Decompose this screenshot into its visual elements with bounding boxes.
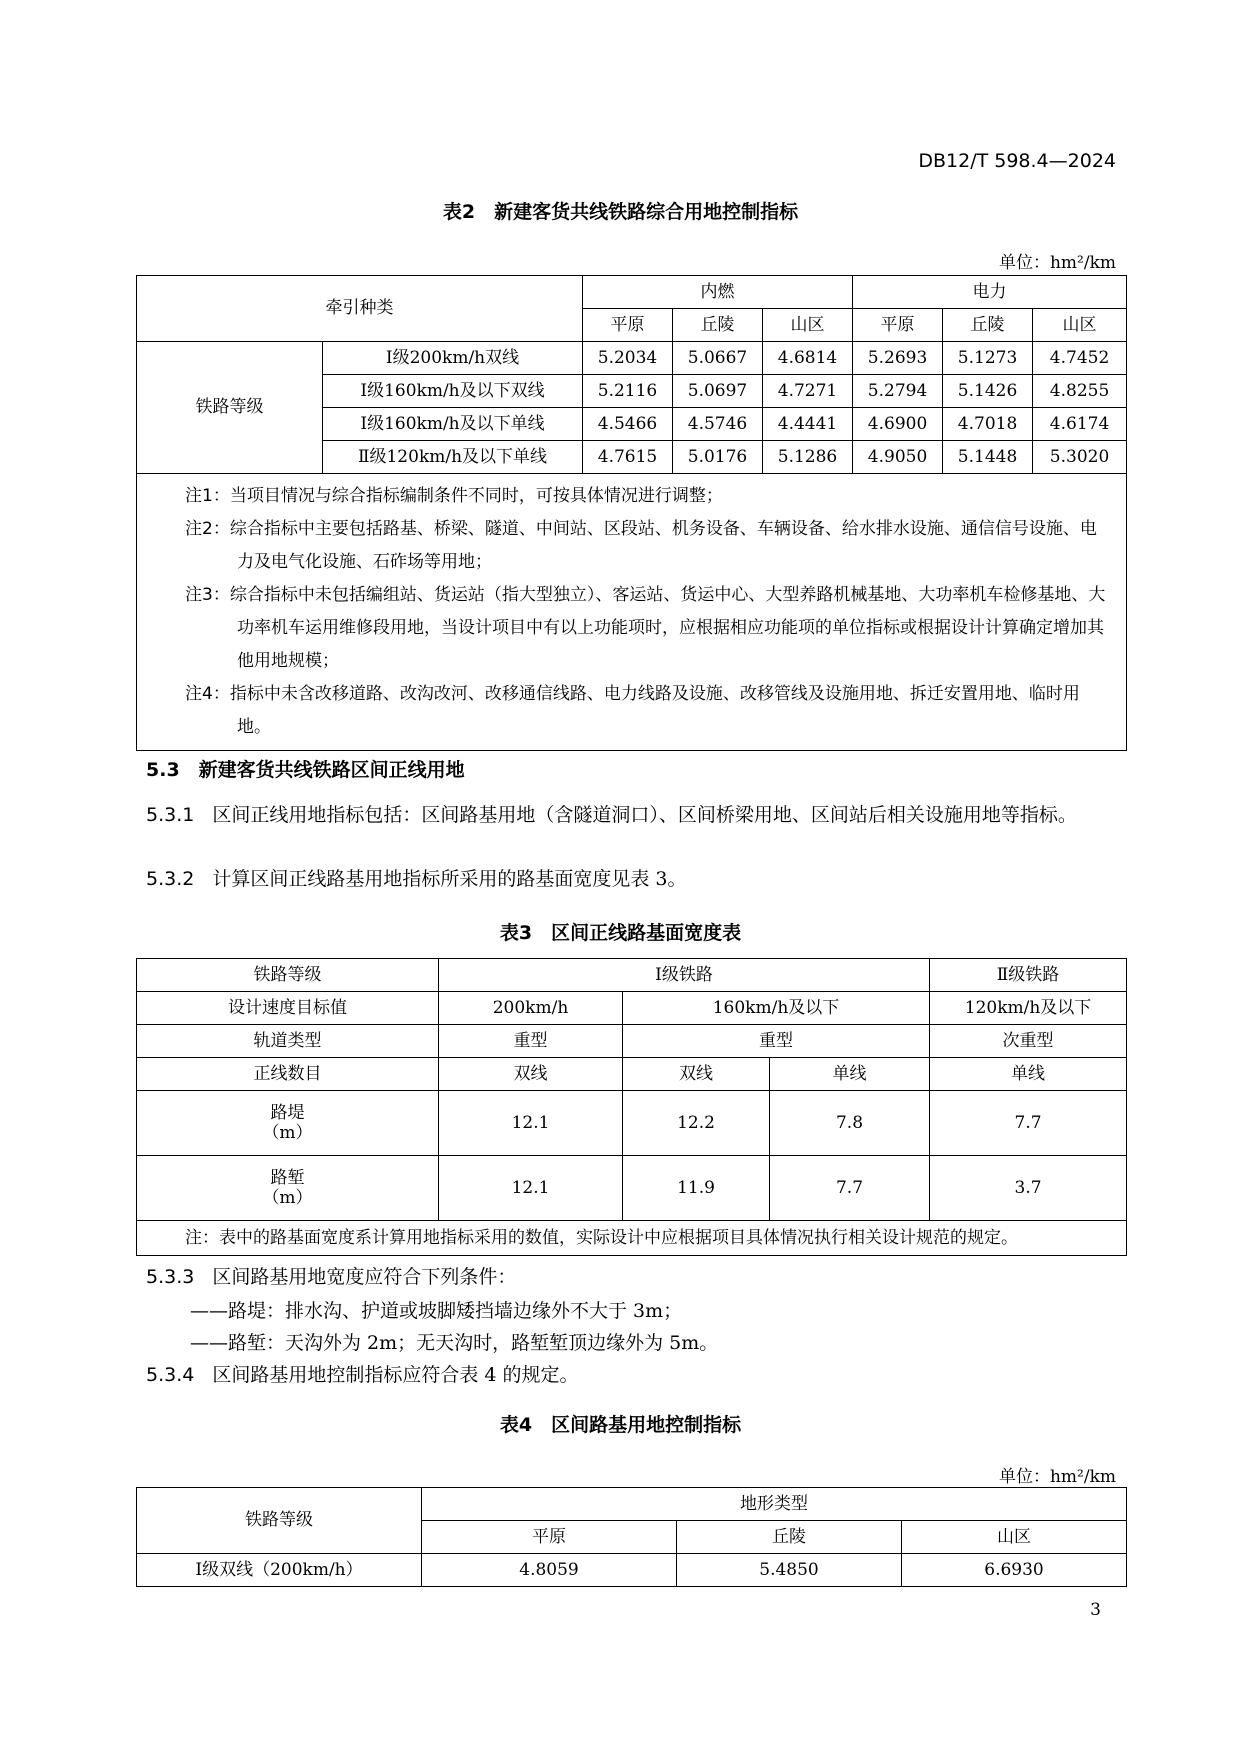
clause-text: 区间正线用地指标包括：区间路基用地（含隧道洞口）、区间桥梁用地、区间站后相关设施用地等指标。 [212,804,1077,826]
clause-number: 5.3.1 [146,804,195,826]
table3-cell: 12.1 [439,1156,623,1221]
table4-terrain: 山区 [902,1521,1127,1554]
table2-row-label: Ⅰ级160km/h及以下双线 [323,375,583,408]
table4-terrain: 丘陵 [677,1521,902,1554]
clause-text: 区间路基用地控制指标应符合表 4 的规定。 [212,1364,579,1386]
table3-cell: Ⅱ级铁路 [930,959,1127,992]
table3-cell: 200km/h [439,992,623,1025]
paragraph-5-3-1 [146,800,1126,830]
page-number: 3 [1090,1600,1101,1620]
paragraph-5-3-2 [146,864,1126,894]
table2-cell: 4.7452 [1033,342,1127,375]
list-item: ——路堑：天沟外为 2m；无天沟时，路堑堑顶边缘外为 5m。 [190,1332,719,1354]
clause-number: 5.3.2 [146,868,195,890]
section-5-3-title: 5.3 新建客货共线铁路区间正线用地 [146,759,465,781]
table2-cell: 5.0667 [673,342,763,375]
table4-cell: 6.6930 [902,1554,1127,1587]
table3-cell: 重型 [623,1025,930,1058]
table4-unit: 单位：hm²/km [998,1467,1116,1487]
clause-text: 计算区间正线路基用地指标所采用的路基面宽度见表 3。 [212,868,687,890]
table3-cell: 120km/h及以下 [930,992,1127,1025]
table2-cell: 5.2794 [853,375,943,408]
table2-head-traction: 牵引种类 [137,276,583,342]
table2-cell: 4.6814 [763,342,853,375]
table2-terrain: 山区 [763,309,853,342]
table2-cell: 4.6174 [1033,408,1127,441]
note-label: 注4： [185,684,230,704]
table3-cell: 3.7 [930,1156,1127,1221]
table4-group: 地形类型 [422,1488,1127,1521]
table2-note [185,678,1112,744]
table3-cell: 双线 [439,1058,623,1091]
table2-cell: 5.1448 [943,441,1033,474]
table3-row-label [137,1156,439,1221]
table3-cell: 正线数目 [137,1058,439,1091]
table2-terrain: 丘陵 [943,309,1033,342]
table3-cell: 双线 [623,1058,770,1091]
table2-notes [137,474,1127,751]
table2-group-diesel: 内燃 [583,276,853,309]
table2-cell: 4.8255 [1033,375,1127,408]
clause-number: 5.3.3 [146,1266,195,1288]
table3 [136,958,1127,1256]
table4-title: 表4 区间路基用地控制指标 [499,1414,742,1436]
table2-row-label: Ⅰ级160km/h及以下单线 [323,408,583,441]
table4-cell: 5.4850 [677,1554,902,1587]
table4-head: 铁路等级 [137,1488,422,1554]
table2-note [185,579,1112,678]
label-line: （m） [262,1123,313,1143]
table3-cell: 单线 [770,1058,930,1091]
table2-cell: 4.5746 [673,408,763,441]
table2-cell: 4.6900 [853,408,943,441]
table3-note: 注：表中的路基面宽度系计算用地指标采用的数值，实际设计中应根据项目具体情况执行相关设计规范的规定。 [137,1221,1127,1256]
table2-group-electric: 电力 [853,276,1127,309]
table3-row-label [137,1091,439,1156]
table-row [137,342,1127,375]
table4-terrain: 平原 [422,1521,677,1554]
note-label: 注2： [185,519,230,539]
table-row [137,1554,1127,1587]
table3-cell: 7.8 [770,1091,930,1156]
table4-cell: 4.8059 [422,1554,677,1587]
table2-cell: 5.2034 [583,342,673,375]
table3-cell: 单线 [930,1058,1127,1091]
table3-cell: 11.9 [623,1156,770,1221]
table3-cell: 7.7 [930,1091,1127,1156]
table3-cell: 12.1 [439,1091,623,1156]
table3-cell: 12.2 [623,1091,770,1156]
table2-cell: 4.5466 [583,408,673,441]
table2-title: 表2 新建客货共线铁路综合用地控制指标 [442,201,799,223]
label-line: （m） [262,1188,313,1208]
clause-text: 区间路基用地宽度应符合下列条件： [212,1266,517,1288]
list-item: ——路堤：排水沟、护道或坡脚矮挡墙边缘外不大于 3m； [190,1300,683,1322]
table2-cell: 4.7018 [943,408,1033,441]
table3-cell: 次重型 [930,1025,1127,1058]
table2-terrain: 平原 [583,309,673,342]
table2-cell: 5.1273 [943,342,1033,375]
table2 [136,275,1127,751]
table2-row-group: 铁路等级 [137,342,323,474]
table3-cell: Ⅰ级铁路 [439,959,930,992]
table2-row-label: Ⅱ级120km/h及以下单线 [323,441,583,474]
table2-cell: 4.4441 [763,408,853,441]
table2-terrain: 山区 [1033,309,1127,342]
table2-unit: 单位：hm²/km [998,253,1116,273]
table2-cell: 5.3020 [1033,441,1127,474]
note-text: 当项目情况与综合指标编制条件不同时，可按具体情况进行调整； [229,486,723,506]
table2-cell: 4.7271 [763,375,853,408]
table2-terrain: 丘陵 [673,309,763,342]
table2-cell: 5.2116 [583,375,673,408]
table2-cell: 4.9050 [853,441,943,474]
document-code: DB12/T 598.4—2024 [918,150,1116,172]
note-text: 综合指标中未包括编组站、货运站（指大型独立）、客运站、货运中心、大型养路机械基地、大功率机车检修基地、大功率机车运用维修段用地，当设计项目中有以上功能项时，应根据相应功能项的单位指标或根据设计计算确定增加其他用地规模； [229,585,1106,671]
paragraph-5-3-3 [146,1262,1126,1292]
table3-cell: 轨道类型 [137,1025,439,1058]
table4-row-label: Ⅰ级双线（200km/h） [137,1554,422,1587]
table3-cell: 铁路等级 [137,959,439,992]
note-text: 指标中未含改移道路、改沟改河、改移通信线路、电力线路及设施、改移管线及设施用地、拆迁安置用地、临时用地。 [229,684,1080,737]
table-row [137,1091,1127,1156]
label-line: 路堤 [270,1102,305,1123]
table3-cell: 160km/h及以下 [623,992,930,1025]
table2-cell: 5.0697 [673,375,763,408]
note-label: 注1： [185,486,230,506]
table3-title: 表3 区间正线路基面宽度表 [499,922,742,944]
table2-cell: 4.7615 [583,441,673,474]
table2-cell: 5.2693 [853,342,943,375]
table3-cell: 7.7 [770,1156,930,1221]
note-text: 综合指标中主要包括路基、桥梁、隧道、中间站、区段站、机务设备、车辆设备、给水排水设施、通信信号设施、电力及电气化设施、石砟场等用地； [229,519,1097,572]
clause-number: 5.3.4 [146,1364,195,1386]
paragraph-5-3-4 [146,1360,1126,1390]
table2-cell: 5.1286 [763,441,853,474]
table2-cell: 5.0176 [673,441,763,474]
table2-note [185,480,1112,513]
label-line: 路堑 [270,1167,305,1188]
table2-terrain: 平原 [853,309,943,342]
table3-cell: 重型 [439,1025,623,1058]
table2-row-label: Ⅰ级200km/h双线 [323,342,583,375]
table3-cell: 设计速度目标值 [137,992,439,1025]
table2-cell: 5.1426 [943,375,1033,408]
table4 [136,1487,1127,1587]
note-label: 注3： [185,585,230,605]
table-row [137,1156,1127,1221]
table2-note [185,513,1112,579]
